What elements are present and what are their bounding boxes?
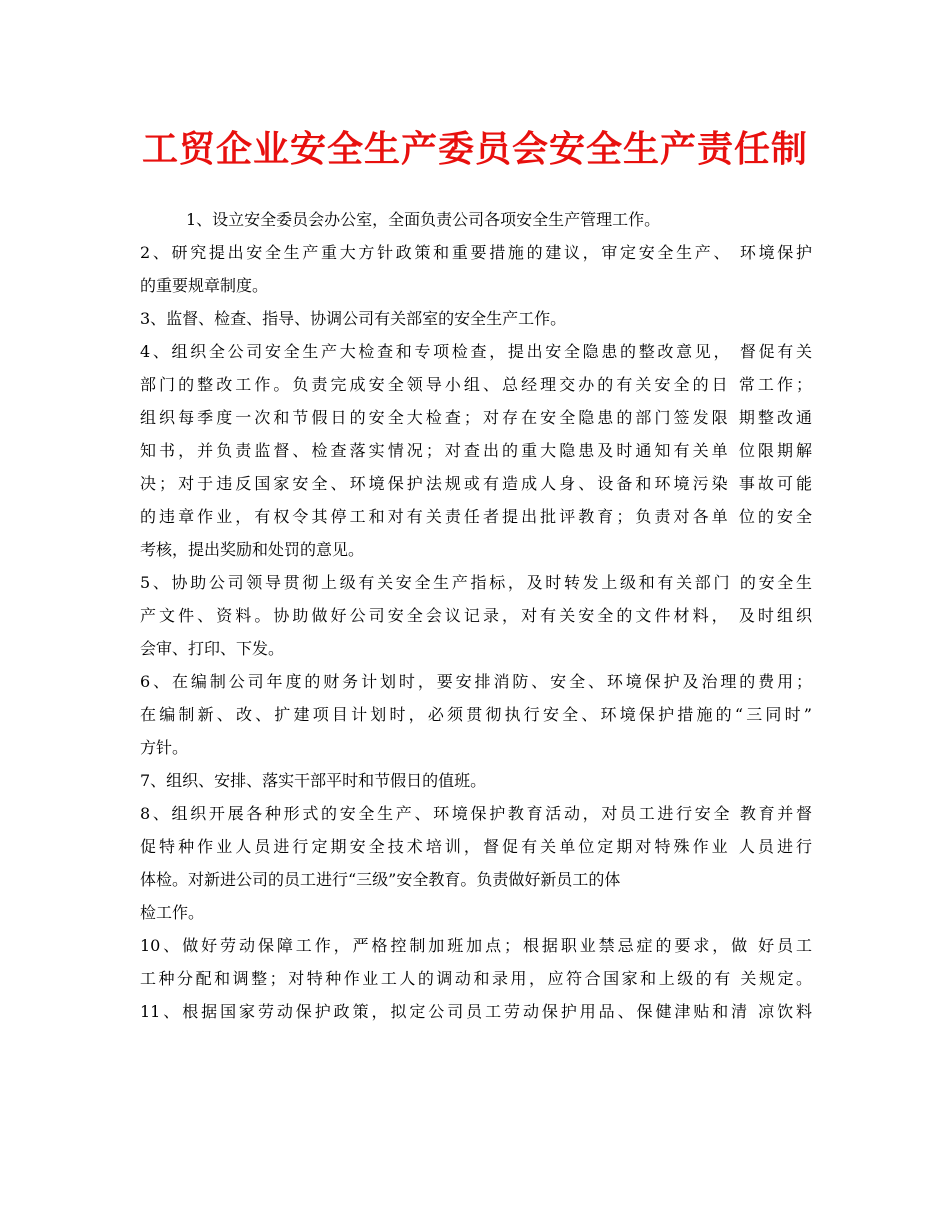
text-line: 11、根据国家劳动保护政策，拟定公司员工劳动保护用品、保健津贴和清 凉饮料	[140, 1002, 812, 1021]
text-line: 组织每季度一次和节假日的安全大检查；对存在安全隐患的部门签发限 期整改通	[140, 408, 812, 427]
text-line: 10、做好劳动保障工作，严格控制加班加点；根据职业禁忌症的要求，做 好员工	[140, 936, 812, 955]
document-body	[140, 203, 812, 1028]
text-line: 的重要规章制度。	[140, 276, 269, 295]
text-line: 2、研究提出安全生产重大方针政策和重要措施的建议，审定安全生产、 环境保护	[140, 243, 812, 262]
text-line: 的违章作业，有权令其停工和对有关责任者提出批评教育；负责对各单 位的安全	[140, 507, 812, 526]
text-line: 工种分配和调整；对特种作业工人的调动和录用，应符合国家和上级的有 关规定。	[140, 969, 812, 988]
text-line: 体检。对新进公司的员工进行“三级”安全教育。负责做好新员工的体	[140, 870, 621, 889]
document-title: 工贸企业安全生产委员会安全生产责任制	[141, 128, 808, 170]
text-line: 知书，并负责监督、检查落实情况；对查出的重大隐患及时通知有关单 位限期解	[140, 441, 812, 460]
text-line: 方针。	[140, 738, 189, 757]
text-line: 在编制新、改、扩建项目计划时，必须贯彻执行安全、环境保护措施的“三同时”	[140, 705, 812, 724]
text-line: 5、协助公司领导贯彻上级有关安全生产指标，及时转发上级和有关部门 的安全生	[140, 573, 812, 592]
text-line: 产文件、资料。协助做好公司安全会议记录，对有关安全的文件材料， 及时组织	[140, 606, 812, 625]
text-line: 6、在编制公司年度的财务计划时，要安排消防、安全、环境保护及治理的费用；	[140, 672, 812, 691]
text-line: 7、组织、安排、落实干部平时和节假日的值班。	[140, 771, 487, 790]
text-line: 部门的整改工作。负责完成安全领导小组、总经理交办的有关安全的日 常工作；	[140, 375, 812, 394]
text-line: 1、设立安全委员会办公室，全面负责公司各项安全生产管理工作。	[186, 210, 661, 229]
text-line: 4、组织全公司安全生产大检查和专项检查，提出安全隐患的整改意见， 督促有关	[140, 342, 812, 361]
text-line: 会审、打印、下发。	[140, 639, 285, 658]
text-line: 决；对于违反国家安全、环境保护法规或有造成人身、设备和环境污染 事故可能	[140, 474, 812, 493]
text-line: 考核，提出奖励和处罚的意见。	[140, 540, 365, 559]
text-line: 8、组织开展各种形式的安全生产、环境保护教育活动，对员工进行安全 教育并督	[140, 804, 812, 823]
text-line: 3、监督、检查、指导、协调公司有关部室的安全生产工作。	[140, 309, 567, 328]
text-line: 检工作。	[140, 903, 205, 922]
text-line: 促特种作业人员进行定期安全技术培训，督促有关单位定期对特殊作业 人员进行	[140, 837, 812, 856]
